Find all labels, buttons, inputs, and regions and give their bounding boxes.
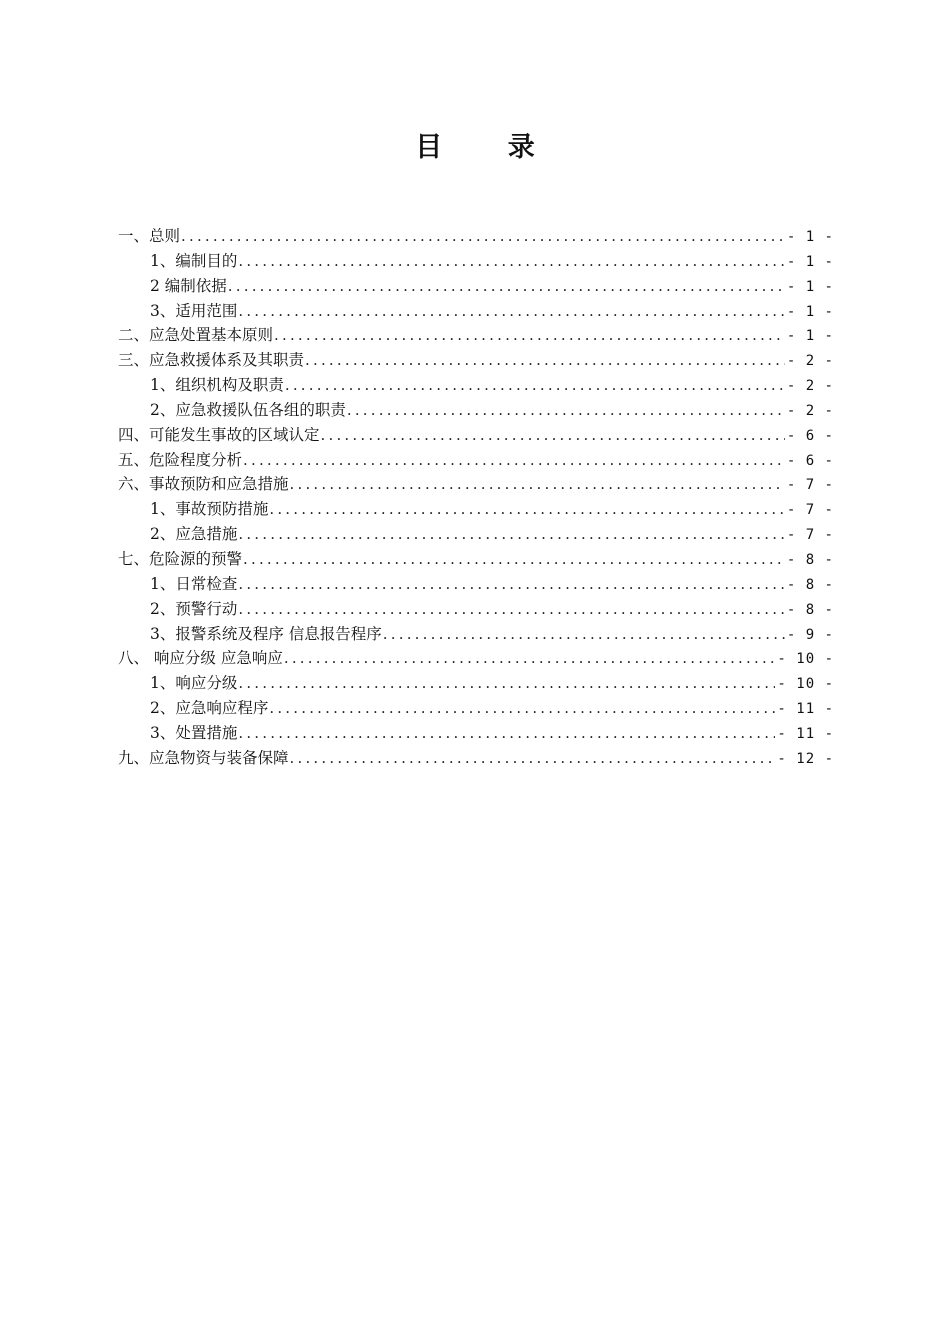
toc-dot-leader [305, 348, 785, 373]
toc-entry-page-number: - 2 - [786, 378, 834, 395]
toc-entry-title: 三、应急救援体系及其职责 [118, 351, 305, 370]
toc-entry[interactable] [118, 398, 834, 423]
toc-entry[interactable] [118, 622, 834, 647]
toc-entry-page-number: - 7 - [786, 477, 834, 494]
toc-entry[interactable] [118, 373, 834, 398]
toc-entry-title: 3、报警系统及程序 信息报告程序 [150, 624, 382, 643]
toc-dot-leader [243, 448, 785, 473]
toc-entry-title: 五、危险程度分析 [118, 450, 243, 469]
toc-dot-leader [383, 622, 785, 647]
toc-entry-title: 七、危险源的预警 [118, 549, 243, 568]
toc-entry[interactable] [118, 646, 834, 671]
toc-entry-page-number: - 9 - [786, 626, 834, 643]
toc-entry[interactable] [118, 249, 834, 274]
toc-entry-title: 二、应急处置基本原则 [118, 326, 274, 345]
toc-entry[interactable] [118, 671, 834, 696]
toc-entry[interactable] [118, 472, 834, 497]
toc-entry-page-number: - 2 - [786, 353, 834, 370]
toc-entry-page-number: - 6 - [786, 427, 834, 444]
toc-entry-title: 1、日常检查 [150, 574, 238, 593]
toc-entry-title: 1、编制目的 [150, 251, 238, 270]
toc-entry[interactable] [118, 497, 834, 522]
toc-entry-title: 1、组织机构及职责 [150, 376, 284, 395]
toc-dot-leader [238, 299, 784, 324]
toc-entry-page-number: - 1 - [786, 303, 834, 320]
toc-entry[interactable] [118, 597, 834, 622]
toc-entry-title: 四、可能发生事故的区域认定 [118, 425, 320, 444]
toc-entry-page-number: - 12 - [777, 750, 834, 767]
toc-entry-page-number: - 8 - [786, 551, 834, 568]
toc-entry[interactable] [118, 323, 834, 348]
toc-entry-title: 2 编制依据 [150, 276, 227, 295]
toc-dot-leader [238, 522, 784, 547]
toc-entry[interactable] [118, 522, 834, 547]
toc-entry[interactable] [118, 448, 834, 473]
toc-dot-leader [243, 547, 785, 572]
toc-entry-page-number: - 1 - [786, 253, 834, 270]
toc-entry-page-number: - 2 - [786, 402, 834, 419]
toc-dot-leader [321, 423, 785, 448]
toc-entry-page-number: - 8 - [786, 601, 834, 618]
toc-entry-page-number: - 6 - [786, 452, 834, 469]
toc-entry-page-number: - 7 - [786, 502, 834, 519]
toc-entry[interactable] [118, 224, 834, 249]
toc-entry[interactable] [118, 423, 834, 448]
toc-entry-page-number: - 11 - [777, 725, 834, 742]
toc-dot-leader [274, 323, 785, 348]
toc-entry-title: 一、总则 [118, 227, 181, 245]
toc-entry[interactable] [118, 299, 834, 324]
toc-dot-leader [181, 224, 785, 249]
toc-dot-leader [238, 572, 784, 597]
toc-entry-page-number: - 7 - [786, 527, 834, 544]
toc-dot-leader [290, 472, 785, 497]
toc-entry[interactable] [118, 348, 834, 373]
toc-dot-leader [238, 249, 784, 274]
toc-entry-page-number: - 11 - [777, 701, 834, 718]
page-title: 目 录 [415, 132, 563, 163]
toc-entry-title: 2、预警行动 [150, 599, 238, 618]
toc-entry-title: 九、应急物资与装备保障 [118, 748, 289, 767]
toc-entry[interactable] [118, 274, 834, 299]
toc-entry-title: 八、 响应分级 应急响应 [118, 649, 283, 668]
toc-entry-page-number: - 1 - [786, 278, 834, 295]
toc-entry-title: 2、应急响应程序 [150, 699, 269, 718]
toc-entry-page-number: - 1 - [786, 328, 834, 345]
toc-dot-leader [347, 398, 785, 423]
toc-entry-title: 2、应急措施 [150, 525, 238, 544]
toc-entry-title: 3、处置措施 [150, 723, 238, 742]
toc-entry[interactable] [118, 547, 834, 572]
table-of-contents [118, 224, 834, 771]
toc-dot-leader [269, 497, 784, 522]
toc-entry-title: 2、应急救援队伍各组的职责 [150, 400, 346, 419]
toc-entry-title: 六、事故预防和应急措施 [118, 475, 289, 494]
toc-entry-title: 1、响应分级 [150, 674, 238, 693]
toc-dot-leader [269, 696, 775, 721]
toc-entry[interactable] [118, 696, 834, 721]
toc-entry[interactable] [118, 721, 834, 746]
toc-dot-leader [290, 746, 776, 771]
toc-entry-page-number: - 8 - [786, 576, 834, 593]
toc-dot-leader [284, 646, 776, 671]
toc-dot-leader [238, 721, 775, 746]
toc-entry[interactable] [118, 572, 834, 597]
toc-dot-leader [238, 671, 775, 696]
toc-dot-leader [238, 597, 784, 622]
toc-dot-leader [285, 373, 785, 398]
toc-entry-page-number: - 1 - [786, 229, 834, 245]
toc-dot-leader [228, 274, 785, 299]
toc-entry-title: 3、适用范围 [150, 301, 238, 320]
toc-entry-page-number: - 10 - [777, 651, 834, 668]
toc-entry[interactable] [118, 746, 834, 771]
toc-entry-title: 1、事故预防措施 [150, 500, 269, 519]
toc-entry-page-number: - 10 - [777, 676, 834, 693]
